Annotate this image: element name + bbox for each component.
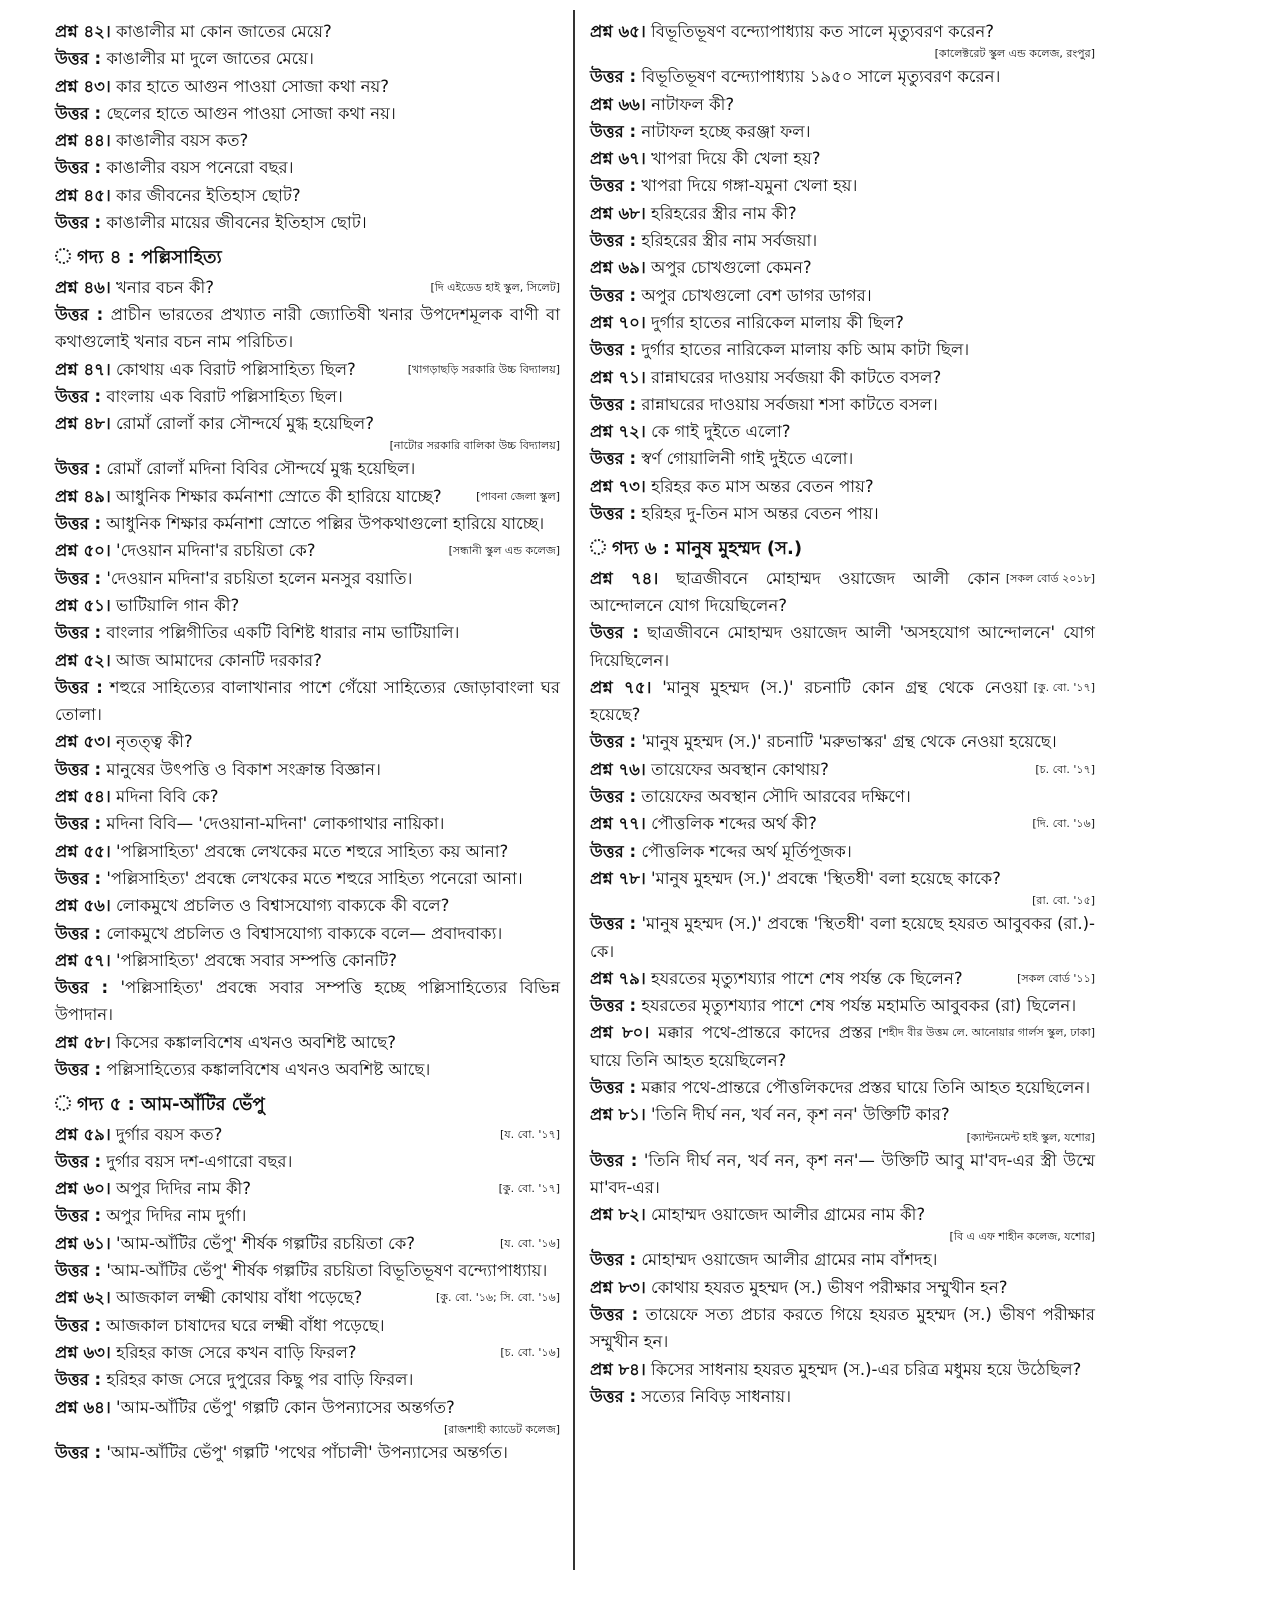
question: [55, 1029, 560, 1056]
question: [55, 1284, 560, 1311]
question-text: কিসের সাধনায় হযরত মুহম্মদ (স.)-এর চরিত্র মধুময় হয়ে উঠেছিল?: [651, 1359, 1082, 1379]
question: [55, 73, 560, 100]
question-label: প্রশ্ন ৫৭।: [55, 950, 111, 970]
answer-label: উত্তর :: [590, 841, 637, 861]
answer-text: শহুরে সাহিত্যের বালাখানার পাশে গেঁয়ো সাহিত্যের জোড়াবাংলা ঘর তোলা।: [55, 677, 561, 725]
section-heading-text: গদ্য ৬ : মানুষ মুহম্মদ (স.): [612, 538, 803, 560]
answer-label: উত্তর :: [590, 1077, 637, 1097]
answer-text: ছেলের হাতে আগুন পাওয়া সোজা কথা নয়।: [106, 103, 396, 123]
question-text: খনার বচন কী?: [116, 277, 215, 297]
question: [55, 356, 560, 383]
question-text: পৌত্তলিক শব্দের অর্থ কী?: [651, 814, 817, 834]
answer-label: উত্তর :: [590, 231, 637, 251]
answer: [55, 1366, 560, 1393]
source-note: [কু. বো. '১৬; সি. বো. '১৬]: [435, 1291, 560, 1305]
answer-text: পৌত্তলিক শব্দের অর্থ মূর্তিপূজক।: [641, 841, 852, 861]
question: [590, 756, 1095, 783]
answer-label: উত্তর :: [55, 1261, 102, 1281]
answer: [590, 1147, 1095, 1202]
question-label: প্রশ্ন ৮৩।: [590, 1277, 646, 1297]
answer: [55, 455, 560, 482]
answer: [55, 1439, 560, 1466]
answer: [55, 974, 560, 1029]
question: [590, 1019, 1095, 1074]
answer: [55, 756, 560, 783]
question: [590, 91, 1095, 118]
question: [55, 1230, 560, 1257]
question-text: মোহাম্মদ ওয়াজেদ আলীর গ্রামের নাম কী?: [651, 1205, 926, 1225]
answer: [590, 227, 1095, 254]
answer: [55, 565, 560, 592]
bullet-icon: [590, 539, 606, 555]
answer-text: দুর্গার হাতের নারিকেল মালায় কচি আম কাটা ছিল।: [641, 340, 970, 360]
answer-label: উত্তর :: [590, 1250, 637, 1270]
question-text: 'পল্লিসাহিত্য' প্রবন্ধে লেখকের মতে শহুরে সাহিত্য কয় আনা?: [116, 841, 509, 861]
source-note: [রা. বো. '১৫]: [1032, 894, 1095, 908]
answer: [590, 391, 1095, 418]
answer-label: উত্তর :: [590, 996, 637, 1016]
answer-label: উত্তর :: [590, 1150, 638, 1170]
question-text: কোথায় এক বিরাট পল্লিসাহিত্য ছিল?: [116, 359, 356, 379]
question-label: প্রশ্ন ৭৩।: [590, 476, 646, 496]
answer-text: 'আম-আঁটির ভেঁপু' গল্পটি 'পথের পাঁচালী' উপন্যাসের অন্তর্গত।: [106, 1442, 508, 1462]
answer-text: সত্যের নিবিড় সাধনায়।: [641, 1386, 792, 1406]
answer-text: দুর্গার বয়স দশ-এগারো বছর।: [106, 1151, 293, 1171]
answer-text: তায়েফে সত্য প্রচার করতে গিয়ে হযরত মুহম্মদ (স.) ভীষণ পরীক্ষার সম্মুখীন হন।: [590, 1305, 1095, 1352]
answer-text: আধুনিক শিক্ষার কর্মনাশা স্রোতে পল্লির উপকথাগুলো হারিয়ে যাচ্ছে।: [106, 514, 545, 534]
question: [590, 1101, 1095, 1146]
question-label: প্রশ্ন ৭৭।: [590, 814, 646, 834]
question-text: কাঙালীর বয়স কত?: [116, 131, 249, 151]
answer: [55, 810, 560, 837]
answer-label: উত্তর :: [590, 285, 637, 305]
question-label: প্রশ্ন ৬৮।: [590, 203, 646, 223]
question-text: দুর্গার হাতের নারিকেল মালায় কী ছিল?: [651, 312, 904, 332]
question: [55, 537, 560, 564]
question-text: আধুনিক শিক্ষার কর্মনাশা স্রোতে কী হারিয়ে যাচ্ছে?: [116, 486, 442, 506]
question-text: 'পল্লিসাহিত্য' প্রবন্ধে সবার সম্পত্তি কোনটি?: [116, 950, 397, 970]
answer: [55, 45, 560, 72]
question-text: রান্নাঘরের দাওয়ায় সর্বজয়া কী কাটতে বসল?: [651, 367, 942, 387]
answer-label: উত্তর :: [55, 814, 102, 834]
question-label: প্রশ্ন ৭৫।: [590, 677, 652, 697]
source-note: [য. বো. '১৬]: [500, 1236, 560, 1250]
source-note: [য. বো. '১৭]: [500, 1127, 560, 1141]
answer-label: উত্তর :: [590, 1305, 639, 1325]
answer-text: মক্কার পথে-প্রান্তরে পৌত্তলিকদের প্রস্তর ঘায়ে তিনি আহত হয়েছিলেন।: [641, 1077, 1091, 1097]
source-note: [দি. বো. '১৬]: [1032, 817, 1095, 831]
question-label: প্রশ্ন ৭৯।: [590, 968, 646, 988]
question: [590, 1356, 1095, 1383]
question-label: প্রশ্ন ৮৪।: [590, 1359, 646, 1379]
answer-label: উত্তর :: [590, 449, 637, 469]
answer-label: উত্তর :: [55, 868, 102, 888]
source-note: [চ. বো. '১৭]: [1035, 762, 1095, 776]
answer: [55, 674, 560, 729]
answer-label: উত্তর :: [590, 121, 637, 141]
question-label: প্রশ্ন ৬০।: [55, 1179, 111, 1199]
source-note: [পাবনা জেলা স্কুল]: [476, 489, 560, 503]
question: [55, 1339, 560, 1366]
answer-text: 'মানুষ মুহম্মদ (স.)' রচনাটি 'মরুভাস্কর' গ্রন্থ থেকে নেওয়া হয়েছে।: [641, 732, 1057, 752]
answer-label: উত্তর :: [590, 67, 637, 87]
question-text: ছাত্রজীবনে মোহাম্মদ ওয়াজেদ আলী কোন আন্দোলনে যোগ দিয়েছিলেন?: [590, 568, 1000, 615]
question-text: তায়েফের অবস্থান কোথায়?: [651, 759, 829, 779]
answer: [590, 838, 1095, 865]
answer: [590, 118, 1095, 145]
question-text: কিসের কঙ্কালবিশেষ এখনও অবশিষ্ট আছে?: [116, 1032, 397, 1052]
answer-text: বাংলায় এক বিরাট পল্লিসাহিত্য ছিল।: [106, 386, 343, 406]
answer-text: 'মানুষ মুহম্মদ (স.)' প্রবন্ধে 'স্থিতধী' বলা হয়েছে হযরত আবুবকর (রা.)-কে।: [590, 914, 1096, 961]
question-text: রোমাঁ রোলাঁ কার সৌন্দর্যে মুগ্ধ হয়েছিল?: [116, 414, 374, 434]
answer: [55, 100, 560, 127]
question-label: প্রশ্ন ৪৫।: [55, 185, 111, 205]
question-label: প্রশ্ন ৪৬।: [55, 277, 111, 297]
question: [55, 18, 560, 45]
question: [55, 182, 560, 209]
question-text: কে গাই দুইতে এলো?: [651, 422, 791, 442]
question-text: লোকমুখে প্রচলিত ও বিশ্বাসযোগ্য বাক্যকে কী বলে?: [116, 896, 450, 916]
answer-text: হরিহর দু-তিন মাস অন্তর বেতন পায়।: [641, 504, 879, 524]
section-heading: [55, 244, 560, 271]
answer-label: উত্তর :: [55, 1151, 102, 1171]
answer-label: উত্তর :: [55, 304, 104, 324]
question: [55, 647, 560, 674]
answer-text: পল্লিসাহিত্যের কঙ্কালবিশেষ এখনও অবশিষ্ট আছে।: [106, 1059, 431, 1079]
question-label: প্রশ্ন ৪৪।: [55, 131, 111, 151]
answer-text: রান্নাঘরের দাওয়ায় সর্বজয়া শসা কাটতে বসল।: [641, 394, 938, 414]
answer: [590, 1074, 1095, 1101]
question-text: হযরতের মৃত্যুশয্যার পাশে শেষ পর্যন্ত কে ছিলেন?: [651, 968, 963, 988]
answer-label: উত্তর :: [55, 677, 103, 697]
source-note: [রাজশাহী ক্যাডেট কলেজ]: [443, 1422, 560, 1436]
question: [55, 1121, 560, 1148]
question-label: প্রশ্ন ৫৮।: [55, 1032, 111, 1052]
answer-label: উত্তর :: [590, 176, 637, 196]
right-column: [590, 18, 1095, 1410]
answer: [55, 383, 560, 410]
answer-text: হযরতের মৃত্যুশয্যার পাশে শেষ পর্যন্ত মহামতি আবুবকর (রা) ছিলেন।: [641, 996, 1077, 1016]
answer-label: উত্তর :: [590, 623, 639, 643]
source-note: [নাটোর সরকারি বালিকা উচ্চ বিদ্যালয়]: [389, 439, 560, 453]
question: [590, 254, 1095, 281]
answer-label: উত্তর :: [55, 1315, 102, 1335]
section-heading: [590, 535, 1095, 562]
question: [55, 127, 560, 154]
answer: [55, 154, 560, 181]
question: [55, 783, 560, 810]
question-label: প্রশ্ন ৬৪।: [55, 1397, 111, 1417]
question-text: 'মানুষ মুহম্মদ (স.)' প্রবন্ধে 'স্থিতধী' বলা হয়েছে কাকে?: [651, 868, 1001, 888]
question-label: প্রশ্ন ৭৮।: [590, 868, 646, 888]
source-note: [সকল বোর্ড ২০১৮]: [1005, 571, 1095, 585]
question-label: প্রশ্ন ৬৬।: [590, 94, 646, 114]
question-text: ভাটিয়ালি গান কী?: [116, 595, 240, 615]
question-label: প্রশ্ন ৬৭।: [590, 149, 646, 169]
question-label: প্রশ্ন ৭২।: [590, 422, 646, 442]
answer-label: উত্তর :: [590, 914, 637, 934]
answer-text: 'আম-আঁটির ভেঁপু' শীর্ষক গল্পটির রচয়িতা বিভূতিভূষণ বন্দ্যোপাধ্যায়।: [106, 1261, 548, 1281]
section-heading-text: গদ্য ৫ : আম-আঁটির ভেঁপু: [77, 1094, 265, 1116]
question-label: প্রশ্ন ৮২।: [590, 1205, 646, 1225]
answer-label: উত্তর :: [590, 1386, 637, 1406]
answer-text: 'দেওয়ান মদিনা'র রচয়িতা হলেন মনসুর বয়াতি।: [106, 568, 413, 588]
question-label: প্রশ্ন ৫৬।: [55, 896, 111, 916]
question-label: প্রশ্ন ৭৬।: [590, 759, 646, 779]
section-heading: [55, 1091, 560, 1118]
question-text: কার হাতে আগুন পাওয়া সোজা কথা নয়?: [116, 76, 389, 96]
source-note: [ক্যান্টনমেন্ট হাই স্কুল, যশোর]: [966, 1130, 1095, 1144]
answer-label: উত্তর :: [55, 568, 102, 588]
question-label: প্রশ্ন ৬৯।: [590, 258, 646, 278]
answer-label: উত্তর :: [55, 623, 102, 643]
question: [590, 965, 1095, 992]
answer: [55, 865, 560, 892]
source-note: [শহীদ বীর উত্তম লে. আনোয়ার গার্লস স্কুল, ঢাকা]: [878, 1026, 1095, 1040]
answer-label: উত্তর :: [55, 49, 102, 69]
answer-text: 'পল্লিসাহিত্য' প্রবন্ধে সবার সম্পত্তি হচ্ছে পল্লিসাহিত্যের বিভিন্ন উপাদান।: [55, 978, 561, 1025]
answer-text: লোকমুখে প্রচলিত ও বিশ্বাসযোগ্য বাক্যকে বলে— প্রবাদবাক্য।: [106, 923, 503, 943]
question: [55, 947, 560, 974]
question-label: প্রশ্ন ৭০।: [590, 312, 646, 332]
question: [55, 274, 560, 301]
answer: [55, 1056, 560, 1083]
question: [590, 418, 1095, 445]
question: [590, 1201, 1095, 1246]
question-label: প্রশ্ন ৫২।: [55, 650, 111, 670]
question-text: অপুর চোখগুলো কেমন?: [651, 258, 812, 278]
answer: [590, 619, 1095, 674]
question: [590, 364, 1095, 391]
question-text: হরিহরের স্ত্রীর নাম কী?: [651, 203, 797, 223]
section-heading-text: গদ্য ৪ : পল্লিসাহিত্য: [77, 247, 222, 269]
answer-text: বাংলার পল্লিগীতির একটি বিশিষ্ট ধারার নাম ভাটিয়ালি।: [106, 623, 460, 643]
source-note: [কু. বো. '১৭]: [498, 1182, 560, 1196]
answer-text: নাটাফল হচ্ছে করঞ্জা ফল।: [641, 121, 811, 141]
source-note: [খাগড়াছড়ি সরকারি উচ্চ বিদ্যালয়]: [407, 362, 560, 376]
answer: [55, 619, 560, 646]
question: [590, 810, 1095, 837]
question-label: প্রশ্ন ৫৪।: [55, 787, 111, 807]
question: [590, 473, 1095, 500]
bullet-icon: [55, 248, 71, 264]
source-note: [সকল বোর্ড '১১]: [1017, 971, 1095, 985]
answer-label: উত্তর :: [55, 978, 109, 998]
question-label: প্রশ্ন ৭১।: [590, 367, 646, 387]
question: [590, 309, 1095, 336]
question: [55, 728, 560, 755]
question-text: নাটাফল কী?: [651, 94, 735, 114]
source-note: [বি এ এফ শাহীন কলেজ, যশোর]: [949, 1230, 1095, 1244]
answer: [590, 445, 1095, 472]
question: [590, 1274, 1095, 1301]
answer: [590, 910, 1095, 965]
answer-label: উত্তর :: [590, 732, 637, 752]
source-note: [কু. বো. '১৭]: [1033, 680, 1095, 694]
answer: [590, 992, 1095, 1019]
question: [55, 892, 560, 919]
question: [590, 200, 1095, 227]
answer-text: প্রাচীন ভারতের প্রখ্যাত নারী জ্যোতিষী খনার উপদেশমূলক বাণী বা কথাগুলোই খনার বচন নাম পরিচিত।: [55, 304, 561, 352]
question-label: প্রশ্ন ৭৪।: [590, 568, 659, 588]
question: [590, 145, 1095, 172]
question-text: কার জীবনের ইতিহাস ছোট?: [116, 185, 301, 205]
answer-text: হরিহরের স্ত্রীর নাম সর্বজয়া।: [641, 231, 818, 251]
answer: [55, 1257, 560, 1284]
answer-label: উত্তর :: [55, 1206, 102, 1226]
question-label: প্রশ্ন ৫৯।: [55, 1124, 111, 1144]
question-label: প্রশ্ন ৪৯।: [55, 486, 111, 506]
answer: [55, 1148, 560, 1175]
question-text: 'তিনি দীর্ঘ নন, খর্ব নন, কৃশ নন' উক্তিটি কার?: [651, 1105, 950, 1125]
answer-label: উত্তর :: [590, 787, 637, 807]
question-label: প্রশ্ন ৮১।: [590, 1105, 646, 1125]
question-label: প্রশ্ন ৬৩।: [55, 1342, 111, 1362]
answer-text: মোহাম্মদ ওয়াজেদ আলীর গ্রামের নাম বাঁশদহ।: [641, 1250, 938, 1270]
answer: [55, 301, 560, 356]
bullet-icon: [55, 1095, 71, 1111]
answer-label: উত্তর :: [55, 459, 102, 479]
answer-text: অপুর দিদির নাম দুর্গা।: [106, 1206, 247, 1226]
question-label: প্রশ্ন ৫৩।: [55, 732, 111, 752]
question-text: হরিহর কত মাস অন্তর বেতন পায়?: [651, 476, 874, 496]
source-note: [কালেক্টরেট স্কুল এন্ড কলেজ, রংপুর]: [934, 47, 1095, 61]
question-text: 'দেওয়ান মদিনা'র রচয়িতা কে?: [116, 541, 316, 561]
left-column: [55, 18, 560, 1466]
question: [55, 838, 560, 865]
question-text: 'আম-আঁটির ভেঁপু' শীর্ষক গল্পটির রচয়িতা কে?: [116, 1233, 415, 1253]
question: [55, 1175, 560, 1202]
question-label: প্রশ্ন ৪৮।: [55, 414, 111, 434]
answer: [55, 1312, 560, 1339]
answer-text: ছাত্রজীবনে মোহাম্মদ ওয়াজেদ আলী 'অসহযোগ আন্দোলনে' যোগ দিয়েছিলেন।: [590, 623, 1095, 670]
question-label: প্রশ্ন ৪২।: [55, 22, 111, 41]
question-text: অপুর দিদির নাম কী?: [116, 1179, 252, 1199]
answer-label: উত্তর :: [55, 158, 102, 178]
question: [55, 483, 560, 510]
question-text: আজকাল লক্ষ্মী কোথায় বাঁধা পড়েছে?: [116, 1288, 363, 1308]
answer: [590, 172, 1095, 199]
answer-label: উত্তর :: [590, 340, 637, 360]
question-text: 'মানুষ মুহম্মদ (স.)' রচনাটি কোন গ্রন্থ থেকে নেওয়া হয়েছে?: [590, 677, 1028, 725]
column-divider: [573, 10, 575, 1570]
answer-text: মদিনা বিবি— 'দেওয়ানা-মদিনা' লোকগাথার নায়িকা।: [106, 814, 445, 834]
answer: [590, 1383, 1095, 1410]
answer: [590, 783, 1095, 810]
answer-text: 'তিনি দীর্ঘ নন, খর্ব নন, কৃশ নন'— উক্তিটি আবু মা'বদ-এর স্ত্রী উম্মে মা'বদ-এর।: [590, 1150, 1096, 1197]
answer-text: কাঙালীর বয়স পনেরো বছর।: [106, 158, 294, 178]
question-text: আজ আমাদের কোনটি দরকার?: [116, 650, 322, 670]
answer: [55, 920, 560, 947]
question: [590, 865, 1095, 910]
answer: [590, 282, 1095, 309]
answer: [590, 728, 1095, 755]
answer-label: উত্তর :: [55, 213, 102, 233]
answer-label: উত্তর :: [55, 386, 102, 406]
answer: [590, 1246, 1095, 1273]
answer-text: তায়েফের অবস্থান সৌদি আরবের দক্ষিণে।: [641, 787, 911, 807]
question: [590, 565, 1095, 620]
answer-label: উত্তর :: [55, 759, 102, 779]
question-label: প্রশ্ন ৪৭।: [55, 359, 111, 379]
question-text: নৃতত্ত্ব কী?: [116, 732, 193, 752]
answer-text: 'পল্লিসাহিত্য' প্রবন্ধে লেখকের মতে শহুরে সাহিত্য পনেরো আনা।: [106, 868, 523, 888]
question-text: খাপরা দিয়ে কী খেলা হয়?: [651, 149, 821, 169]
answer-text: খাপরা দিয়ে গঙ্গা-যমুনা খেলা হয়।: [641, 176, 858, 196]
answer-label: উত্তর :: [590, 504, 637, 524]
answer-text: স্বর্ণ গোয়ালিনী গাই দুইতে এলো।: [641, 449, 854, 469]
question-label: প্রশ্ন ৪৩।: [55, 76, 111, 96]
answer: [590, 1301, 1095, 1356]
question: [590, 674, 1095, 729]
question-text: কোথায় হযরত মুহম্মদ (স.) ভীষণ পরীক্ষার সম্মুখীন হন?: [651, 1277, 1008, 1297]
answer-text: হরিহর কাজ সেরে দুপুরের কিছু পর বাড়ি ফিরল।: [106, 1370, 414, 1390]
question-label: প্রশ্ন ৬২।: [55, 1288, 111, 1308]
question-label: প্রশ্ন ৬৫।: [590, 22, 646, 41]
question-label: প্রশ্ন ৫৫।: [55, 841, 111, 861]
answer: [590, 63, 1095, 90]
answer-text: বিভূতিভূষণ বন্দ্যোপাধ্যায় ১৯৫০ সালে মৃত্যুবরণ করেন।: [641, 67, 1001, 87]
answer-label: উত্তর :: [55, 103, 102, 123]
question: [55, 592, 560, 619]
answer-label: উত্তর :: [55, 514, 102, 534]
answer-text: মানুষের উৎপত্তি ও বিকাশ সংক্রান্ত বিজ্ঞান।: [106, 759, 381, 779]
source-note: [দি এইডেড হাই স্কুল, সিলেট]: [430, 280, 560, 294]
question-text: হরিহর কাজ সেরে কখন বাড়ি ফিরল?: [116, 1342, 357, 1362]
answer: [55, 510, 560, 537]
answer-text: রোমাঁ রোলাঁ মদিনা বিবির সৌন্দর্যে মুগ্ধ হয়েছিল।: [106, 459, 416, 479]
question-text: বিভূতিভূষণ বন্দ্যোপাধ্যায় কত সালে মৃত্যুবরণ করেন?: [651, 22, 995, 41]
question-text: দুর্গার বয়স কত?: [116, 1124, 223, 1144]
source-note: [চ. বো. '১৬]: [500, 1345, 560, 1359]
answer-text: কাঙালীর মা দুলে জাতের মেয়ে।: [106, 49, 314, 69]
question-text: মক্কার পথে-প্রান্তরে কাদের প্রস্তর ঘায়ে তিনি আহত হয়েছিলেন?: [590, 1023, 873, 1070]
answer: [55, 1202, 560, 1229]
question: [590, 18, 1095, 63]
answer-text: আজকাল চাষাদের ঘরে লক্ষ্মী বাঁধা পড়েছে।: [106, 1315, 385, 1335]
answer-text: অপুর চোখগুলো বেশ ডাগর ডাগর।: [641, 285, 872, 305]
question-label: প্রশ্ন ৫১।: [55, 595, 111, 615]
question: [55, 410, 560, 455]
source-note: [সন্ধানী স্কুল এন্ড কলেজ]: [448, 544, 560, 558]
answer: [590, 336, 1095, 363]
question: [55, 1394, 560, 1439]
question-label: প্রশ্ন ৬১।: [55, 1233, 111, 1253]
answer-text: কাঙালীর মায়ের জীবনের ইতিহাস ছোট।: [106, 213, 367, 233]
question-label: প্রশ্ন ৫০।: [55, 541, 111, 561]
answer-label: উত্তর :: [55, 1059, 102, 1079]
answer-label: উত্তর :: [55, 923, 102, 943]
answer-label: উত্তর :: [55, 1442, 102, 1462]
answer: [590, 500, 1095, 527]
question-text: কাঙালীর মা কোন জাতের মেয়ে?: [116, 22, 332, 41]
answer-label: উত্তর :: [590, 394, 637, 414]
question-label: প্রশ্ন ৮০।: [590, 1023, 650, 1043]
question-text: 'আম-আঁটির ভেঁপু' গল্পটি কোন উপন্যাসের অন্তর্গত?: [116, 1397, 455, 1417]
answer-label: উত্তর :: [55, 1370, 102, 1390]
question-text: মদিনা বিবি কে?: [116, 787, 219, 807]
answer: [55, 209, 560, 236]
